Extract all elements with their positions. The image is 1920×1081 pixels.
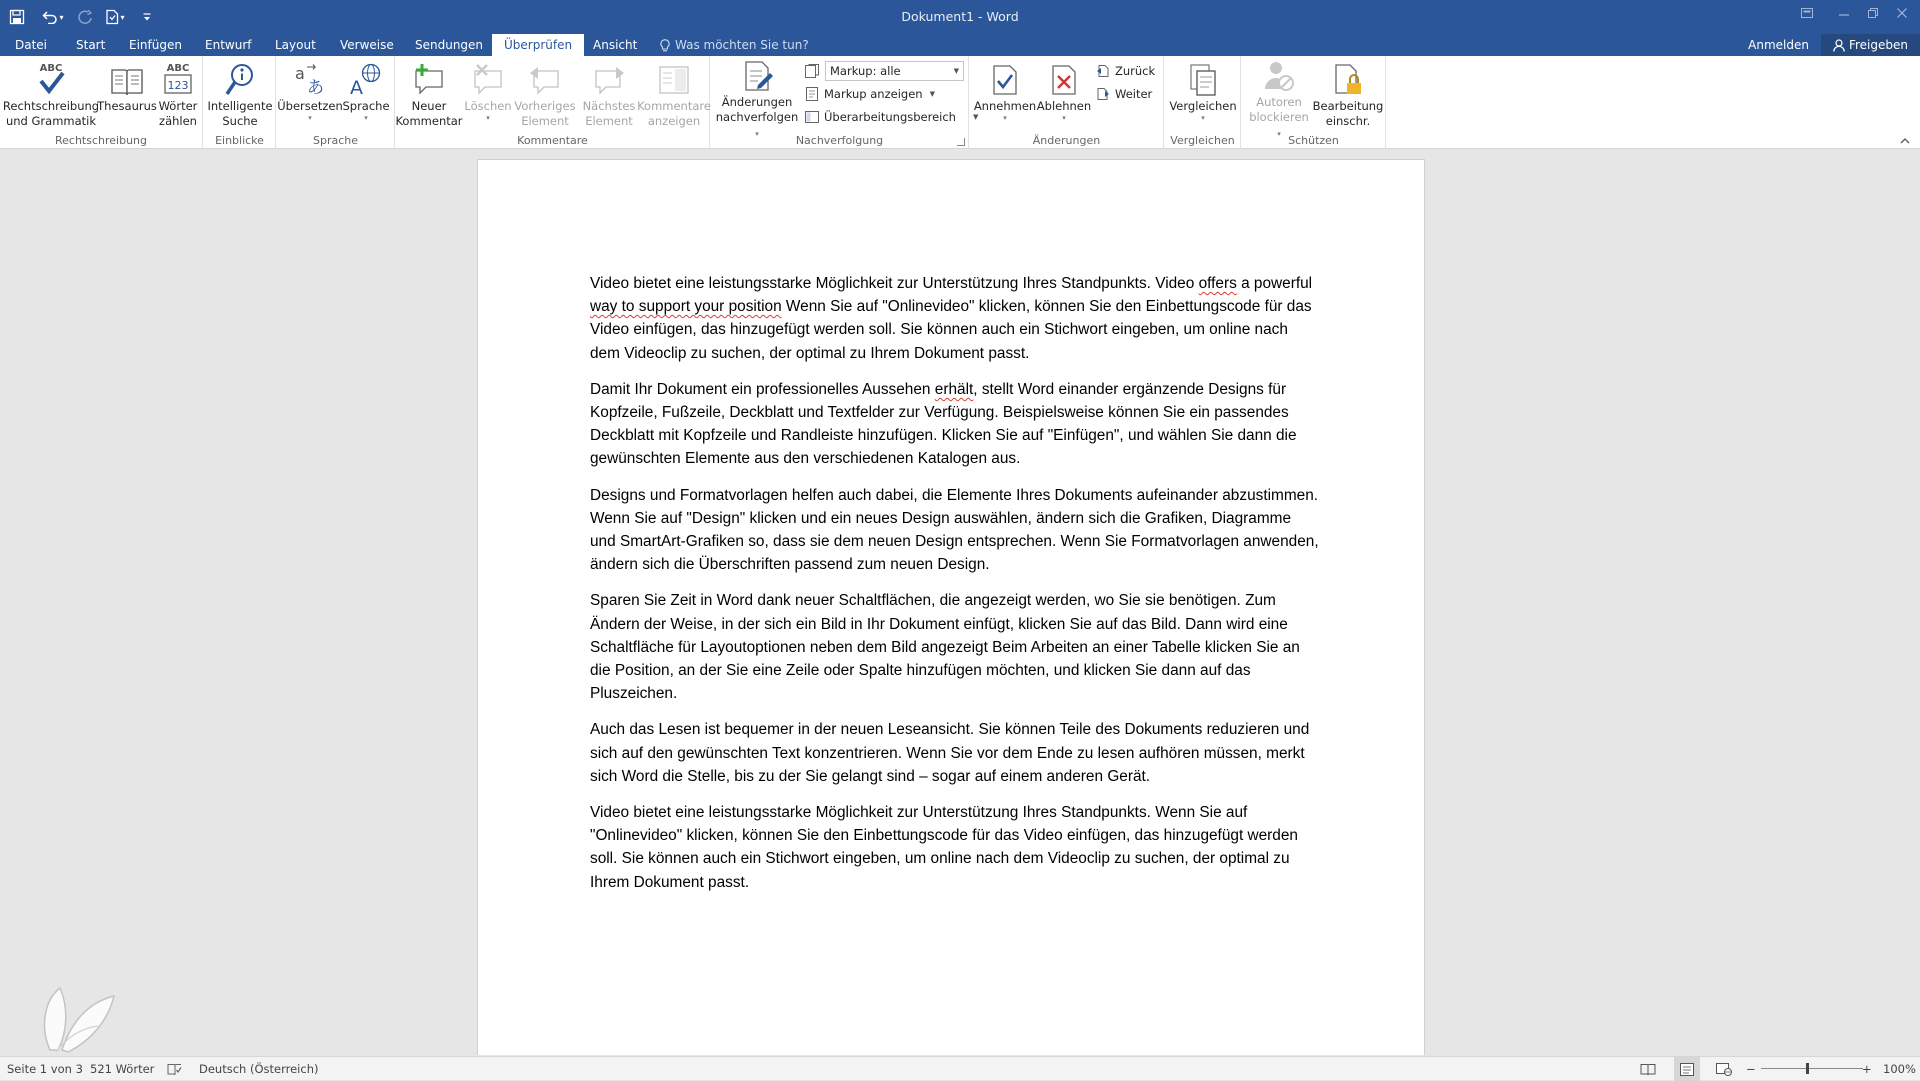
tab-entwurf[interactable]: Entwurf	[205, 38, 252, 52]
save-icon[interactable]	[6, 6, 28, 28]
word-count-indicator[interactable]: 521 Wörter	[90, 1062, 155, 1076]
document-paragraph[interactable]	[590, 589, 1320, 705]
block-dropdown-icon[interactable]: ▾	[1277, 130, 1281, 138]
show-markup-button[interactable]: Markup anzeigen ▼	[805, 84, 935, 104]
tell-me-box[interactable]	[660, 34, 809, 56]
person-icon	[1833, 39, 1845, 52]
group-aenderungen	[970, 56, 1164, 149]
group-sprache	[277, 56, 395, 149]
paragraph-text: Designs und Formatvorlagen helfen auch dabei, die Elemente Ihres Dokuments aufeinander abzustimmen. Wenn Sie auf "Design" klicken und ein neues Design auswählen, ändern sich die Grafiken, Diagramme und SmartArt-Grafiken so, dass sie dem neuen Design entsprechen. Wenn Sie Formatvorlagen anwenden, ändern sich die Überschriften passend zum neuen Design.	[590, 486, 1319, 574]
word-count-button[interactable]: ABC 123 Wörter zählen	[158, 63, 198, 128]
svg-text:123: 123	[167, 79, 189, 92]
track-dropdown-icon[interactable]: ▾	[755, 130, 759, 138]
minimize-icon[interactable]	[1829, 0, 1858, 26]
svg-text:a: a	[295, 64, 305, 83]
collapse-ribbon-icon[interactable]	[1900, 137, 1910, 144]
group-label-rechtschreibung: Rechtschreibung	[54, 134, 147, 147]
read-mode-icon[interactable]	[1640, 1057, 1656, 1081]
paragraph-text: Sparen Sie Zeit in Word dank neuer Schaltflächen, die angezeigt werden, wo Sie sie benötigen. Zum Ändern der Weise, in der sich ein Bild in Ihr Dokument einfügt, klicken Sie auf das Bild. Dann wird eine Schaltfläche für Layoutoptionen neben dem Bild angezeigt Beim Arbeiten an einer Tabelle klicken Sie an die Position, an der Sie eine Zeile oder Spalte hinzufügen möchten, und klicken Sie dann auf das Pluszeichen.	[590, 592, 1300, 703]
window-title: Dokument1 - Word	[901, 9, 1019, 24]
thesaurus-button[interactable]: Thesaurus	[98, 59, 156, 131]
spelling-check-icon	[35, 61, 67, 97]
tab-start[interactable]: Start	[76, 38, 106, 52]
group-label-aenderungen: Änderungen	[1032, 134, 1101, 147]
new-comment-button[interactable]: Neuer Kommentar	[398, 59, 460, 131]
group-schuetzen	[1242, 56, 1386, 149]
group-label-kommentare: Kommentare	[517, 134, 588, 147]
watermark-logo-icon	[38, 980, 118, 1054]
show-comments-button[interactable]: Kommentare anzeigen	[640, 59, 708, 131]
group-label-sprache: Sprache	[312, 134, 358, 147]
zoom-in-button[interactable]: +	[1862, 1062, 1872, 1076]
customize-qat-icon[interactable]	[136, 6, 158, 28]
chevron-down-icon: ▼	[953, 67, 959, 75]
accept-dropdown-icon[interactable]: ▾	[1003, 114, 1007, 122]
undo-icon[interactable]	[42, 6, 64, 28]
next-comment-icon	[592, 63, 626, 97]
document-paragraph[interactable]	[590, 801, 1320, 894]
accept-icon	[990, 63, 1020, 97]
proofing-status-icon[interactable]	[167, 1057, 182, 1081]
new-document-icon[interactable]	[104, 6, 126, 28]
spelling-error-text[interactable]: way to support your position	[590, 298, 782, 316]
lock-document-icon	[1332, 63, 1364, 97]
translate-dropdown-icon[interactable]: ▾	[308, 114, 312, 122]
document-workspace[interactable]	[0, 150, 1920, 1055]
reject-button[interactable]: Ablehnen ▾	[1036, 59, 1092, 131]
block-authors-icon	[1263, 59, 1295, 93]
title-bar	[0, 0, 1920, 34]
svg-text:あ: あ	[307, 78, 324, 97]
page-indicator[interactable]: Seite 1 von 3	[7, 1062, 83, 1076]
previous-comment-button[interactable]: Vorheriges Element	[514, 59, 576, 131]
translate-button[interactable]: a あ Übersetzen ▾	[277, 64, 343, 122]
group-nachverfolgung	[711, 56, 979, 149]
zoom-slider-track[interactable]	[1761, 1068, 1863, 1069]
group-label-vergleichen: Vergleichen	[1170, 134, 1235, 147]
paragraph-text: , stellt Word einander ergänzende Designs für Kopfzeile, Fußzeile, Deckblatt und Textfelder zur Verfügung. Beispielsweise können Sie ein passendes Deckblatt mit Kopfzeile und Randleiste hinzufügen. Klicken Sie auf "Einfügen", und wählen Sie dann die gewünschten Elemente aus den verschiedenen Katalogen aus.	[590, 380, 1297, 468]
previous-comment-icon	[528, 63, 562, 97]
show-markup-dropdown-icon: ▼	[929, 90, 935, 98]
print-layout-icon[interactable]	[1674, 1057, 1700, 1081]
new-dropdown-icon[interactable]: ▾	[120, 12, 125, 22]
tab-layout[interactable]: Layout	[275, 38, 316, 52]
spelling-error-text[interactable]: erhält	[934, 380, 974, 398]
translate-icon	[293, 63, 327, 97]
zoom-level[interactable]: 100%	[1883, 1062, 1916, 1076]
lightbulb-icon	[660, 39, 670, 52]
next-comment-button[interactable]: Nächstes Element	[578, 59, 640, 131]
group-label-schuetzen: Schützen	[1288, 134, 1339, 147]
document-paragraph[interactable]	[590, 718, 1320, 788]
markup-view-icon	[805, 64, 819, 78]
delete-comment-button[interactable]: Löschen ▾	[462, 59, 514, 131]
markup-mode	[805, 61, 819, 81]
reviewing-pane-icon	[805, 110, 819, 124]
zoom-slider-thumb[interactable]	[1806, 1063, 1809, 1074]
tab-datei[interactable]: Datei	[15, 38, 48, 52]
group-einblicke	[204, 56, 276, 149]
document-page[interactable]	[477, 159, 1425, 1055]
quick-access-toolbar	[6, 0, 158, 34]
spelling-grammar-button[interactable]: ABC Rechtschreibung und Grammatik	[2, 63, 100, 128]
word-count-icon	[162, 61, 194, 97]
redo-icon[interactable]	[74, 6, 96, 28]
tab-ansicht[interactable]: Ansicht	[593, 38, 638, 52]
language-icon	[349, 63, 383, 97]
group-label-nachverfolgung: Nachverfolgung	[795, 134, 884, 147]
paragraph-text: Video bietet eine leistungsstarke Möglichkeit zur Unterstützung Ihres Standpunkts. Video	[590, 275, 1199, 292]
paragraph-text: Auch das Lesen ist bequemer in der neuen Leseansicht. Sie können Teile des Dokuments reduzieren und sich auf den gewünschten Text konzentrieren. Wenn Sie vor dem Ende zu lesen aufhören müssen, merkt sich Word die Stelle, bis zu der Sie gelangt sind – sogar auf einem anderen Gerät.	[590, 721, 1310, 785]
ribbon-display-options-icon[interactable]	[1792, 0, 1821, 26]
previous-change-icon	[1096, 64, 1110, 78]
paragraph-text: Wenn Sie auf "Onlinevideo" klicken, können Sie den Einbettungscode für das Video einfügen, das hinzugefügt werden soll. Sie können auch ein Stichwort eingeben, um online nach dem Videoclip zu suchen, der optimal zu Ihrem Dokument passt.	[590, 298, 1312, 362]
document-paragraph[interactable]	[590, 378, 1320, 471]
restore-icon[interactable]	[1858, 0, 1887, 26]
reviewing-pane-dropdown-icon: ▼	[972, 113, 979, 121]
tell-me-placeholder: Was möchten Sie tun?	[675, 38, 809, 52]
language-indicator[interactable]: Deutsch (Österreich)	[199, 1062, 319, 1076]
show-markup-icon	[805, 87, 819, 101]
accept-button[interactable]: Annehmen ▾	[974, 59, 1036, 131]
svg-text:A: A	[350, 77, 363, 97]
status-bar	[0, 1056, 1920, 1080]
document-body[interactable]	[590, 272, 1320, 907]
ribbon	[0, 56, 1920, 149]
new-comment-icon	[412, 63, 446, 97]
book-icon	[110, 67, 144, 97]
share-label: Freigeben	[1848, 38, 1908, 52]
delete-dropdown-icon[interactable]: ▾	[486, 114, 490, 122]
next-change-icon	[1096, 87, 1110, 101]
paragraph-text: Damit Ihr Dokument ein professionelles Aussehen	[590, 380, 935, 398]
compare-button[interactable]: Vergleichen ▾	[1169, 59, 1237, 131]
compare-dropdown-icon[interactable]: ▾	[1201, 114, 1205, 122]
smart-lookup-icon	[225, 63, 255, 97]
block-authors-button[interactable]: Autoren blockieren ▾	[1246, 59, 1312, 131]
restrict-editing-button[interactable]: Bearbeitung einschr.	[1312, 59, 1384, 131]
undo-dropdown-icon[interactable]: ▾	[59, 12, 64, 22]
previous-change-button[interactable]: Zurück	[1096, 61, 1155, 81]
tab-ueberpruefen[interactable]: Überprüfen	[492, 34, 584, 56]
group-rechtschreibung	[0, 56, 203, 149]
share-button[interactable]	[1821, 34, 1920, 56]
smart-lookup-button[interactable]: Intelligente Suche	[206, 59, 274, 131]
paragraph-text: Video bietet eine leistungsstarke Möglichkeit zur Unterstützung Ihres Standpunkts. Wenn Sie auf "Onlinevideo" klicken, können Sie den Einbettungscode für das Video einfügen, das hinzugefügt werden soll. Sie können auch ein Stichwort eingeben, um online nach dem Videoclip zu suchen, der optimal zu Ihrem Dokument passt.	[590, 804, 1298, 891]
zoom-out-button[interactable]: −	[1746, 1062, 1756, 1076]
svg-text:ABC: ABC	[166, 63, 190, 74]
svg-text:ABC: ABC	[39, 63, 63, 74]
tab-verweise[interactable]: Verweise	[340, 38, 394, 52]
sign-in-link[interactable]: Anmelden	[1748, 38, 1809, 52]
next-change-button[interactable]: Weiter	[1096, 84, 1152, 104]
tab-einfuegen[interactable]: Einfügen	[129, 38, 182, 52]
compare-icon	[1187, 63, 1219, 97]
reject-dropdown-icon[interactable]: ▾	[1062, 114, 1066, 122]
language-dropdown-icon[interactable]: ▾	[364, 114, 368, 122]
track-changes-button[interactable]: Änderungen nachverfolgen ▾	[714, 59, 800, 131]
markup-select[interactable]	[825, 61, 964, 81]
ribbon-tabs	[0, 34, 1920, 56]
tab-sendungen[interactable]: Sendungen	[415, 38, 484, 52]
delete-comment-icon	[471, 63, 505, 97]
document-paragraph[interactable]	[590, 272, 1320, 365]
markup-select-value: Markup: alle	[830, 64, 901, 78]
account-area	[1736, 34, 1920, 56]
group-vergleichen	[1165, 56, 1241, 149]
group-kommentare	[396, 56, 710, 149]
web-layout-icon[interactable]	[1716, 1057, 1732, 1081]
reject-icon	[1049, 63, 1079, 97]
track-changes-icon	[740, 59, 774, 93]
reviewing-pane-button[interactable]: Überarbeitungsbereich ▼	[805, 107, 978, 127]
dialog-launcher-icon[interactable]	[957, 138, 965, 146]
document-paragraph[interactable]	[590, 484, 1320, 577]
language-button[interactable]: A Sprache ▾	[340, 59, 392, 131]
spelling-error-text[interactable]: offers	[1198, 275, 1237, 292]
paragraph-text: a powerful	[1236, 275, 1313, 292]
show-comments-icon	[657, 63, 691, 97]
close-icon[interactable]	[1887, 0, 1916, 26]
window-controls	[1792, 0, 1920, 34]
group-label-einblicke: Einblicke	[215, 134, 264, 147]
